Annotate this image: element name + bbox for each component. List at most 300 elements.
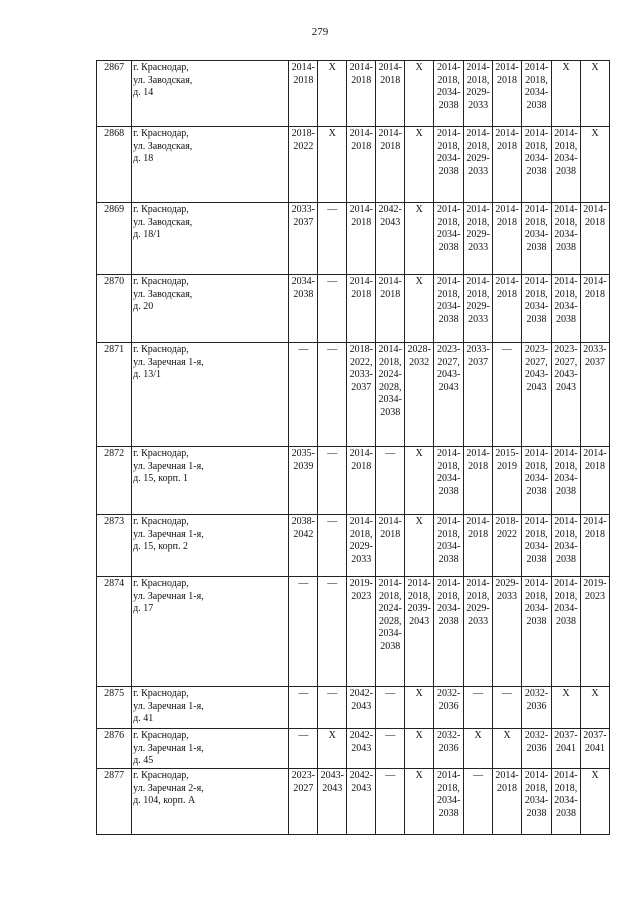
period-line: 2014- bbox=[466, 128, 490, 139]
address-line: ул. Заводская, bbox=[133, 140, 193, 152]
period-line: 2014- bbox=[495, 128, 519, 139]
period-line: 2038 bbox=[438, 807, 459, 819]
address-cell bbox=[132, 577, 289, 687]
period-line: 2014- bbox=[554, 128, 578, 139]
period-line: 2018- bbox=[291, 128, 315, 139]
period-line: 2043 bbox=[526, 381, 547, 393]
row-number: 2868 bbox=[97, 127, 132, 203]
period-cell bbox=[493, 61, 522, 127]
period-line: 2034- bbox=[554, 541, 578, 552]
period-cell bbox=[405, 203, 434, 275]
period-line: 2014- bbox=[349, 62, 373, 73]
period-cell bbox=[289, 343, 318, 447]
period-line: — bbox=[502, 688, 513, 699]
period-line: 2027, bbox=[525, 356, 548, 368]
address-line: г. Краснодар, bbox=[133, 688, 189, 699]
period-line: 2018 bbox=[351, 460, 372, 472]
period-line: 2043 bbox=[555, 381, 576, 393]
period-line: 2014- bbox=[436, 770, 461, 781]
period-line: — bbox=[327, 276, 338, 287]
period-line: 2029- bbox=[466, 153, 490, 164]
address-line: д. 17 bbox=[133, 603, 154, 614]
period-line: 2043 bbox=[351, 700, 372, 712]
period-line: 2014- bbox=[436, 578, 461, 589]
address-cell bbox=[132, 769, 289, 835]
period-line: 2043 bbox=[409, 615, 430, 627]
period-line: 2014- bbox=[378, 62, 402, 73]
period-line: — bbox=[502, 344, 513, 355]
period-line: 2014- bbox=[349, 276, 373, 287]
period-cell bbox=[405, 447, 434, 515]
period-line: 2022 bbox=[497, 528, 518, 540]
period-line: 2018 bbox=[351, 216, 372, 228]
period-line: 2018, bbox=[437, 216, 460, 228]
period-cell bbox=[347, 203, 376, 275]
period-cell bbox=[405, 577, 434, 687]
period-line: 2036 bbox=[526, 742, 547, 754]
period-line: 2042 bbox=[293, 528, 314, 540]
table-row bbox=[97, 687, 610, 729]
period-line: X bbox=[415, 204, 423, 215]
period-line: 2018, bbox=[466, 74, 490, 86]
period-cell bbox=[376, 729, 405, 769]
period-cell bbox=[552, 769, 581, 835]
address-line: г. Краснодар, bbox=[133, 516, 189, 527]
period-cell bbox=[493, 447, 522, 515]
period-line: — bbox=[327, 448, 338, 459]
period-cell bbox=[434, 577, 464, 687]
period-line: 2018, bbox=[554, 590, 578, 602]
period-line: 2035- bbox=[291, 448, 315, 459]
period-line: 2029- bbox=[349, 541, 373, 552]
period-cell bbox=[464, 343, 493, 447]
address-line: ул. Заречная 1-я, bbox=[133, 742, 204, 754]
period-line: 2043- bbox=[320, 770, 344, 781]
period-cell bbox=[522, 127, 552, 203]
period-cell bbox=[405, 515, 434, 577]
address-cell bbox=[132, 203, 289, 275]
period-line: 2034- bbox=[436, 229, 461, 240]
period-line: X bbox=[328, 730, 336, 741]
address-line: г. Краснодар, bbox=[133, 448, 189, 459]
period-line: 2014- bbox=[378, 578, 402, 589]
period-line: 2014- bbox=[554, 276, 578, 287]
period-line: 2023- bbox=[436, 344, 461, 355]
period-line: 2014- bbox=[495, 204, 519, 215]
period-line: 2037 bbox=[293, 216, 314, 228]
period-line: 2018, bbox=[378, 356, 402, 368]
period-line: 2014- bbox=[583, 276, 607, 287]
period-line: 2018 bbox=[351, 288, 372, 300]
period-cell bbox=[493, 687, 522, 729]
period-line: 2033- bbox=[291, 204, 315, 215]
period-line: 2018, bbox=[554, 782, 578, 794]
period-cell bbox=[552, 577, 581, 687]
period-cell bbox=[318, 729, 347, 769]
period-cell bbox=[464, 127, 493, 203]
period-cell bbox=[289, 515, 318, 577]
period-line: 2018, bbox=[437, 460, 460, 472]
period-cell bbox=[318, 127, 347, 203]
period-line: 2033 bbox=[468, 615, 489, 627]
period-cell bbox=[493, 729, 522, 769]
period-line: 2018, bbox=[554, 528, 578, 540]
period-cell bbox=[289, 447, 318, 515]
period-line: 2022, bbox=[349, 356, 373, 368]
period-cell bbox=[405, 687, 434, 729]
period-line: 2037- bbox=[583, 730, 607, 741]
housing-register-table bbox=[96, 60, 610, 835]
period-line: 2038 bbox=[526, 99, 547, 111]
period-line: 2029- bbox=[466, 301, 490, 312]
period-line: 2014- bbox=[407, 578, 431, 589]
period-cell bbox=[376, 275, 405, 343]
period-line: 2037 bbox=[351, 381, 372, 393]
period-cell bbox=[405, 729, 434, 769]
address-line: г. Краснодар, bbox=[133, 276, 189, 287]
period-line: 2034- bbox=[524, 229, 549, 240]
period-line: 2018, bbox=[525, 288, 548, 300]
period-line: 2014- bbox=[466, 276, 490, 287]
period-line: 2018, bbox=[437, 74, 460, 86]
period-line: 2033 bbox=[468, 313, 489, 325]
period-line: 2023- bbox=[524, 344, 549, 355]
period-line: 2014- bbox=[436, 204, 461, 215]
period-line: 2014- bbox=[436, 62, 461, 73]
period-cell bbox=[580, 275, 609, 343]
address-line: д. 18/1 bbox=[133, 229, 162, 240]
period-cell bbox=[522, 687, 552, 729]
period-line: 2014- bbox=[524, 448, 549, 459]
address-cell bbox=[132, 687, 289, 729]
period-line: — bbox=[385, 730, 396, 741]
period-line: 2034- bbox=[554, 229, 578, 240]
address-cell bbox=[132, 447, 289, 515]
period-cell bbox=[434, 769, 464, 835]
period-cell bbox=[289, 127, 318, 203]
address-line: ул. Заречная 1-я, bbox=[133, 700, 204, 712]
period-line: 2029- bbox=[466, 603, 490, 614]
period-line: X bbox=[415, 128, 423, 139]
period-cell bbox=[289, 61, 318, 127]
period-line: 2022 bbox=[293, 140, 314, 152]
address-line: ул. Заречная 1-я, bbox=[133, 460, 204, 472]
period-line: 2034- bbox=[436, 795, 461, 806]
period-cell bbox=[376, 687, 405, 729]
period-cell bbox=[347, 275, 376, 343]
period-line: 2014- bbox=[583, 204, 607, 215]
period-line: 2032- bbox=[436, 688, 461, 699]
period-cell bbox=[493, 275, 522, 343]
period-cell bbox=[580, 343, 609, 447]
period-line: — bbox=[298, 688, 309, 699]
period-line: 2014- bbox=[349, 204, 373, 215]
period-cell bbox=[434, 515, 464, 577]
period-line: 2018, bbox=[466, 140, 490, 152]
period-line: 2038 bbox=[380, 640, 401, 652]
period-line: 2038 bbox=[293, 288, 314, 300]
table-row bbox=[97, 447, 610, 515]
period-line: 2034- bbox=[554, 153, 578, 164]
period-cell bbox=[376, 343, 405, 447]
period-line: 2014- bbox=[554, 448, 578, 459]
period-line: 2018 bbox=[380, 140, 401, 152]
period-cell bbox=[405, 343, 434, 447]
period-line: 2032- bbox=[436, 730, 461, 741]
period-cell bbox=[347, 447, 376, 515]
period-cell bbox=[552, 61, 581, 127]
address-line: г. Краснодар, bbox=[133, 770, 189, 781]
period-line: 2033- bbox=[466, 344, 490, 355]
period-cell bbox=[434, 275, 464, 343]
period-line: X bbox=[591, 688, 599, 699]
period-line: X bbox=[415, 688, 423, 699]
period-cell bbox=[318, 577, 347, 687]
period-cell bbox=[522, 447, 552, 515]
period-line: 2038 bbox=[438, 241, 459, 253]
period-line: 2038 bbox=[526, 165, 547, 177]
period-cell bbox=[434, 127, 464, 203]
period-line: 2038 bbox=[555, 241, 576, 253]
address-line: ул. Заречная 2-я, bbox=[133, 782, 204, 794]
table-row bbox=[97, 577, 610, 687]
period-line: 2014- bbox=[495, 276, 519, 287]
period-cell bbox=[347, 515, 376, 577]
period-cell bbox=[405, 127, 434, 203]
row-number: 2867 bbox=[97, 61, 132, 127]
period-line: 2034- bbox=[524, 473, 549, 484]
address-line: ул. Заречная 1-я, bbox=[133, 528, 204, 540]
period-cell bbox=[434, 447, 464, 515]
period-line: 2014- bbox=[524, 516, 549, 527]
period-line: 2018 bbox=[584, 216, 605, 228]
period-line: 2042- bbox=[349, 730, 373, 741]
period-line: — bbox=[327, 204, 338, 215]
period-line: 2034- bbox=[436, 473, 461, 484]
address-line: ул. Заречная 1-я, bbox=[133, 356, 204, 368]
period-line: 2014- bbox=[466, 578, 490, 589]
period-line: 2015- bbox=[495, 448, 519, 459]
period-line: 2018 bbox=[584, 528, 605, 540]
period-line: 2034- bbox=[554, 603, 578, 614]
period-line: 2034- bbox=[378, 394, 402, 405]
period-line: — bbox=[327, 688, 338, 699]
period-cell bbox=[522, 203, 552, 275]
period-line: 2034- bbox=[524, 603, 549, 614]
period-line: 2034- bbox=[436, 541, 461, 552]
period-line: — bbox=[385, 448, 396, 459]
period-line: 2043- bbox=[436, 369, 461, 380]
table-row bbox=[97, 515, 610, 577]
period-line: 2038 bbox=[555, 553, 576, 565]
period-cell bbox=[522, 729, 552, 769]
period-line: 2038 bbox=[555, 615, 576, 627]
period-line: X bbox=[415, 516, 423, 527]
table-row bbox=[97, 769, 610, 835]
row-number: 2876 bbox=[97, 729, 132, 769]
row-number: 2877 bbox=[97, 769, 132, 835]
address-line: д. 18 bbox=[133, 153, 154, 164]
period-line: 2034- bbox=[378, 628, 402, 639]
period-line: 2038 bbox=[526, 807, 547, 819]
period-line: 2038 bbox=[438, 313, 459, 325]
period-line: 2039 bbox=[293, 460, 314, 472]
period-line: 2018 bbox=[497, 74, 518, 86]
period-line: 2018 bbox=[351, 74, 372, 86]
period-cell bbox=[318, 687, 347, 729]
period-line: 2018 bbox=[584, 288, 605, 300]
period-cell bbox=[318, 769, 347, 835]
period-cell bbox=[289, 687, 318, 729]
period-cell bbox=[493, 515, 522, 577]
address-line: д. 20 bbox=[133, 301, 154, 312]
period-line: 2018 bbox=[497, 140, 518, 152]
address-line: г. Краснодар, bbox=[133, 344, 189, 355]
period-cell bbox=[493, 577, 522, 687]
period-cell bbox=[522, 61, 552, 127]
period-cell bbox=[347, 343, 376, 447]
period-line: 2023 bbox=[584, 590, 605, 602]
period-cell bbox=[580, 61, 609, 127]
period-line: 2042- bbox=[378, 204, 402, 215]
period-line: — bbox=[298, 730, 309, 741]
period-line: X bbox=[591, 770, 599, 781]
period-line: 2043 bbox=[322, 782, 343, 794]
table-row bbox=[97, 729, 610, 769]
period-cell bbox=[434, 687, 464, 729]
period-line: 2038 bbox=[555, 165, 576, 177]
period-line: 2036 bbox=[438, 742, 459, 754]
period-line: 2014- bbox=[436, 516, 461, 527]
period-line: 2029- bbox=[466, 229, 490, 240]
address-line: г. Краснодар, bbox=[133, 128, 189, 139]
period-line: 2043 bbox=[438, 381, 459, 393]
period-line: X bbox=[415, 276, 423, 287]
period-line: 2018, bbox=[437, 782, 460, 794]
address-cell bbox=[132, 275, 289, 343]
period-cell bbox=[580, 127, 609, 203]
period-line: 2038 bbox=[438, 553, 459, 565]
period-cell bbox=[464, 515, 493, 577]
period-cell bbox=[318, 447, 347, 515]
period-cell bbox=[552, 203, 581, 275]
period-line: 2038 bbox=[555, 313, 576, 325]
period-cell bbox=[289, 729, 318, 769]
period-cell bbox=[347, 127, 376, 203]
period-line: 2014- bbox=[524, 128, 549, 139]
period-line: 2038 bbox=[438, 615, 459, 627]
period-line: — bbox=[473, 688, 484, 699]
period-cell bbox=[552, 127, 581, 203]
period-line: 2024- bbox=[378, 603, 402, 614]
period-line: 2018- bbox=[349, 344, 373, 355]
period-line: 2034- bbox=[524, 541, 549, 552]
period-cell bbox=[580, 515, 609, 577]
period-line: 2018 bbox=[497, 782, 518, 794]
period-line: X bbox=[591, 128, 599, 139]
period-line: 2032- bbox=[524, 688, 549, 699]
period-line: 2042- bbox=[349, 688, 373, 699]
table-row bbox=[97, 203, 610, 275]
period-cell bbox=[318, 275, 347, 343]
period-line: 2014- bbox=[378, 344, 402, 355]
period-line: 2028, bbox=[378, 615, 402, 627]
period-cell bbox=[464, 769, 493, 835]
period-line: 2038 bbox=[526, 313, 547, 325]
period-line: 2018, bbox=[525, 74, 548, 86]
period-cell bbox=[580, 769, 609, 835]
period-cell bbox=[376, 515, 405, 577]
period-line: — bbox=[327, 578, 338, 589]
period-line: 2034- bbox=[524, 301, 549, 312]
period-cell bbox=[464, 61, 493, 127]
period-cell bbox=[552, 447, 581, 515]
period-line: 2042- bbox=[349, 770, 373, 781]
period-line: 2033 bbox=[497, 590, 518, 602]
period-cell bbox=[580, 577, 609, 687]
period-line: 2036 bbox=[526, 700, 547, 712]
period-cell bbox=[464, 577, 493, 687]
period-line: 2034- bbox=[436, 153, 461, 164]
period-line: 2014- bbox=[378, 128, 402, 139]
address-cell bbox=[132, 515, 289, 577]
period-cell bbox=[464, 447, 493, 515]
period-line: 2028, bbox=[378, 381, 402, 393]
period-cell bbox=[405, 275, 434, 343]
period-line: 2018- bbox=[495, 516, 519, 527]
period-line: X bbox=[562, 62, 570, 73]
period-line: 2014- bbox=[436, 448, 461, 459]
period-cell bbox=[580, 687, 609, 729]
period-line: 2014- bbox=[554, 516, 578, 527]
address-line: д. 14 bbox=[133, 87, 154, 98]
period-line: 2019 bbox=[497, 460, 518, 472]
period-line: 2027, bbox=[437, 356, 460, 368]
period-line: 2014- bbox=[583, 448, 607, 459]
period-line: 2041 bbox=[555, 742, 576, 754]
period-line: 2034- bbox=[524, 795, 549, 806]
period-line: 2014- bbox=[495, 770, 519, 781]
period-line: 2018, bbox=[525, 590, 548, 602]
period-line: 2027 bbox=[293, 782, 314, 794]
period-cell bbox=[464, 275, 493, 343]
address-cell bbox=[132, 729, 289, 769]
period-cell bbox=[347, 61, 376, 127]
period-line: 2014- bbox=[291, 62, 315, 73]
row-number: 2875 bbox=[97, 687, 132, 729]
period-line: 2018, bbox=[466, 288, 490, 300]
period-line: 2038 bbox=[438, 165, 459, 177]
period-cell bbox=[405, 769, 434, 835]
period-line: 2014- bbox=[583, 516, 607, 527]
period-line: — bbox=[385, 770, 396, 781]
period-line: 2019- bbox=[583, 578, 607, 589]
period-line: 2032 bbox=[409, 356, 430, 368]
period-cell bbox=[580, 447, 609, 515]
address-line: г. Краснодар, bbox=[133, 62, 189, 73]
period-cell bbox=[464, 203, 493, 275]
period-line: 2027, bbox=[554, 356, 578, 368]
table-row bbox=[97, 343, 610, 447]
period-line: 2018 bbox=[497, 216, 518, 228]
address-cell bbox=[132, 343, 289, 447]
period-line: X bbox=[474, 730, 482, 741]
period-cell bbox=[376, 577, 405, 687]
period-cell bbox=[522, 343, 552, 447]
period-line: 2014- bbox=[495, 62, 519, 73]
period-line: 2014- bbox=[466, 62, 490, 73]
period-line: 2018 bbox=[293, 74, 314, 86]
